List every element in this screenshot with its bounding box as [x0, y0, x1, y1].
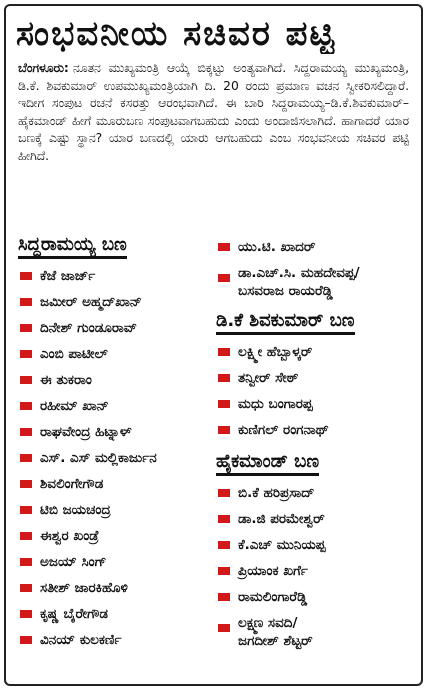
member-name: ಕೆಜೆ ಜಾರ್ಜ್ — [40, 268, 96, 284]
member-name-line: ಜಗದೀಶ್ ಶೆಟ್ಟರ್ — [238, 633, 313, 649]
list-item — [18, 601, 210, 627]
list-item — [216, 506, 416, 532]
dk-shivakumar-camp-heading: ಡಿ.ಕೆ ಶಿವಕುಮಾರ್ ಬಣ — [216, 310, 355, 335]
list-item — [18, 627, 210, 653]
member-name: ರಾಘವೇಂದ್ರ ಹಿಟ್ನಾಳ್ — [40, 424, 132, 440]
bullet-icon — [20, 402, 32, 410]
left-column — [18, 234, 210, 653]
dateline: ಬೆಂಗಳೂರು: — [18, 61, 69, 75]
member-name: ರಹೀಮ್ ಖಾನ್ — [40, 398, 109, 414]
member-name: ಎಂಬಿ ಪಾಟೀಲ್ — [40, 346, 108, 362]
bullet-icon — [218, 348, 230, 356]
member-name: ಕೆ.ಎಚ್ ಮುನಿಯಪ್ಪ — [238, 537, 326, 553]
member-name: ಮಧು ಬಂಗಾರಪ್ಪ — [238, 396, 313, 412]
list-item — [216, 610, 416, 652]
member-name: ಸತೀಶ್ ಜಾರಕಿಹೊಳಿ — [40, 580, 128, 596]
member-name: ವಿನಯ್ ಕುಲಕರ್ಣಿ — [40, 632, 122, 648]
member-name: ಜಮೀರ್ ಅಹ್ಮದ್‌ಖಾನ್ — [40, 294, 142, 310]
bullet-icon — [218, 374, 230, 382]
right-column — [216, 234, 416, 652]
list-item — [18, 471, 210, 497]
high-command-camp-heading: ಹೈಕಮಾಂಡ್ ಬಣ — [216, 451, 319, 476]
list-item — [18, 575, 210, 601]
siddaramaiah-camp-list-cont — [216, 234, 416, 302]
bullet-icon — [20, 350, 32, 358]
member-name-line: ಡಾ.ಎಚ್.ಸಿ. ಮಹದೇವಪ್ಪ/ — [238, 265, 360, 281]
minister-lists — [18, 234, 411, 676]
siddaramaiah-camp-heading: ಸಿದ್ದರಾಮಯ್ಯ ಬಣ — [18, 234, 127, 259]
list-item — [18, 419, 210, 445]
siddaramaiah-camp-list — [18, 263, 210, 653]
list-item — [216, 417, 416, 443]
list-item — [18, 523, 210, 549]
dk-shivakumar-camp-list — [216, 339, 416, 443]
bullet-icon — [218, 567, 230, 575]
bullet-icon — [218, 593, 230, 601]
member-name: ರಾಮಲಿಂಗಾರೆಡ್ಡಿ — [238, 589, 308, 605]
intro-text: ನೂತನ ಮುಖ್ಯಮಂತ್ರಿ ಆಯ್ಕೆ ಬಿಕ್ಕಟ್ಟು ಅಂತ್ಯವಾಗಿದೆ. ಸಿದ್ದರಾಮಯ್ಯ ಮುಖ್ಯಮಂತ್ರಿ, ಡಿ.ಕೆ. ಶಿವಕುಮಾರ್ ಉಪಮುಖ್ಯಮಂತ್ರಿಯಾಗಿ ದಿ. 20 ರಂದು ಪ್ರಮಾಣ ವಚನ ಸ್ವೀಕರಿಸಲಿದ್ದಾರೆ. ಇದೀಗ ಸಂಪುಟ ರಚನೆ ಕಸರತ್ತು ಆರಂಭವಾಗಿದೆ. ಈ ಬಾರಿ ಸಿದ್ದರಾಮಯ್ಯ–ಡಿ.ಕೆ.ಶಿವಕುಮಾರ್–ಹೈಕಮಾಂಡ್ ಹೀಗೆ ಮೂರುಬಣ ಸಂಪುಟವಾಗಬಹುದು ಎಂದು ಅಂದಾಜಿಸಲಾಗಿದೆ. ಹಾಗಾದರೆ ಯಾರ ಬಣಕ್ಕೆ ಎಷ್ಟು ಸ್ಥಾನ? ಯಾರ ಬಣದಲ್ಲಿ ಯಾರು ಆಗಬಹುದು ಎಂಬ ಸಂಭವನೀಯ ಸಚಿವರ ಪಟ್ಟಿ ಹೀಗಿದೆ. — [18, 61, 409, 163]
list-item — [18, 393, 210, 419]
member-name: ಈಶ್ವರ ಖಂಡ್ರೆ — [40, 528, 99, 544]
member-name: ಯು.ಟಿ. ಖಾದರ್ — [238, 239, 316, 255]
member-name: ಅಜಯ್ ಸಿಂಗ್ — [40, 554, 107, 570]
member-name: ಡಾ.ಜಿ ಪರಮೇಶ್ವರ್ — [238, 511, 325, 527]
member-name: ಎಸ್. ಎಸ್ ಮಲ್ಲಿಕಾರ್ಜುನ — [40, 450, 157, 466]
list-item — [216, 365, 416, 391]
member-name: ಬಿ.ಕೆ ಹರಿಪ್ರಸಾದ್ — [238, 485, 315, 501]
member-name-line: ಬಸವರಾಜ ರಾಯರೆಡ್ಡಿ — [238, 283, 333, 299]
bullet-icon — [218, 489, 230, 497]
list-item — [216, 480, 416, 506]
bullet-icon — [20, 636, 32, 644]
list-item — [216, 532, 416, 558]
list-item — [18, 367, 210, 393]
high-command-camp-list — [216, 480, 416, 652]
bullet-icon — [20, 428, 32, 436]
bullet-icon — [20, 454, 32, 462]
bullet-icon — [218, 624, 230, 632]
list-item — [216, 584, 416, 610]
intro-paragraph — [18, 60, 409, 165]
list-item — [18, 289, 210, 315]
bullet-icon — [20, 532, 32, 540]
bullet-icon — [218, 515, 230, 523]
member-name: ಪ್ರಿಯಾಂಕ ಖರ್ಗೆ — [238, 563, 308, 579]
member-name-line: ಲಕ್ಷ್ಮಣ ಸವದಿ/ — [238, 615, 298, 631]
list-item — [18, 445, 210, 471]
list-item — [18, 315, 210, 341]
bullet-icon — [20, 558, 32, 566]
list-item — [18, 549, 210, 575]
bullet-icon — [218, 274, 230, 282]
page-title: ಸಂಭವನೀಯ ಸಚಿವರ ಪಟ್ಟಿ — [16, 14, 337, 54]
list-item — [216, 391, 416, 417]
member-name: ಕೃಷ್ಣ ಬೈರೇಗೌಡ — [40, 606, 108, 622]
member-name: ಟಿಬಿ ಜಯಚಂದ್ರ — [40, 502, 111, 518]
bullet-icon — [218, 243, 230, 251]
member-name: ಲಕ್ಷ್ಮೀ ಹೆಬ್ಬಾಳ್ಕರ್ — [238, 344, 313, 360]
bullet-icon — [218, 541, 230, 549]
member-name: ತನ್ವೀರ್ ಸೇಠ್ — [238, 370, 299, 386]
list-item — [216, 339, 416, 365]
member-name: ದಿನೇಶ್ ಗುಂಡೂರಾವ್ — [40, 320, 137, 336]
list-item — [216, 260, 416, 302]
member-name: ಕುಣಿಗಲ್ ರಂಗನಾಥ್ — [238, 422, 329, 438]
list-item — [18, 263, 210, 289]
list-item — [216, 558, 416, 584]
member-name: ಈ ತುಕರಾಂ — [40, 372, 92, 388]
bullet-icon — [20, 584, 32, 592]
bullet-icon — [218, 400, 230, 408]
list-item — [216, 234, 416, 260]
bullet-icon — [20, 610, 32, 618]
bullet-icon — [218, 426, 230, 434]
member-name: ಶಿವಲಿಂಗೇಗೌಡ — [40, 476, 104, 492]
bullet-icon — [20, 272, 32, 280]
bullet-icon — [20, 376, 32, 384]
bullet-icon — [20, 506, 32, 514]
bullet-icon — [20, 324, 32, 332]
bullet-icon — [20, 480, 32, 488]
list-item — [18, 497, 210, 523]
bullet-icon — [20, 298, 32, 306]
article-box — [4, 4, 423, 686]
list-item — [18, 341, 210, 367]
